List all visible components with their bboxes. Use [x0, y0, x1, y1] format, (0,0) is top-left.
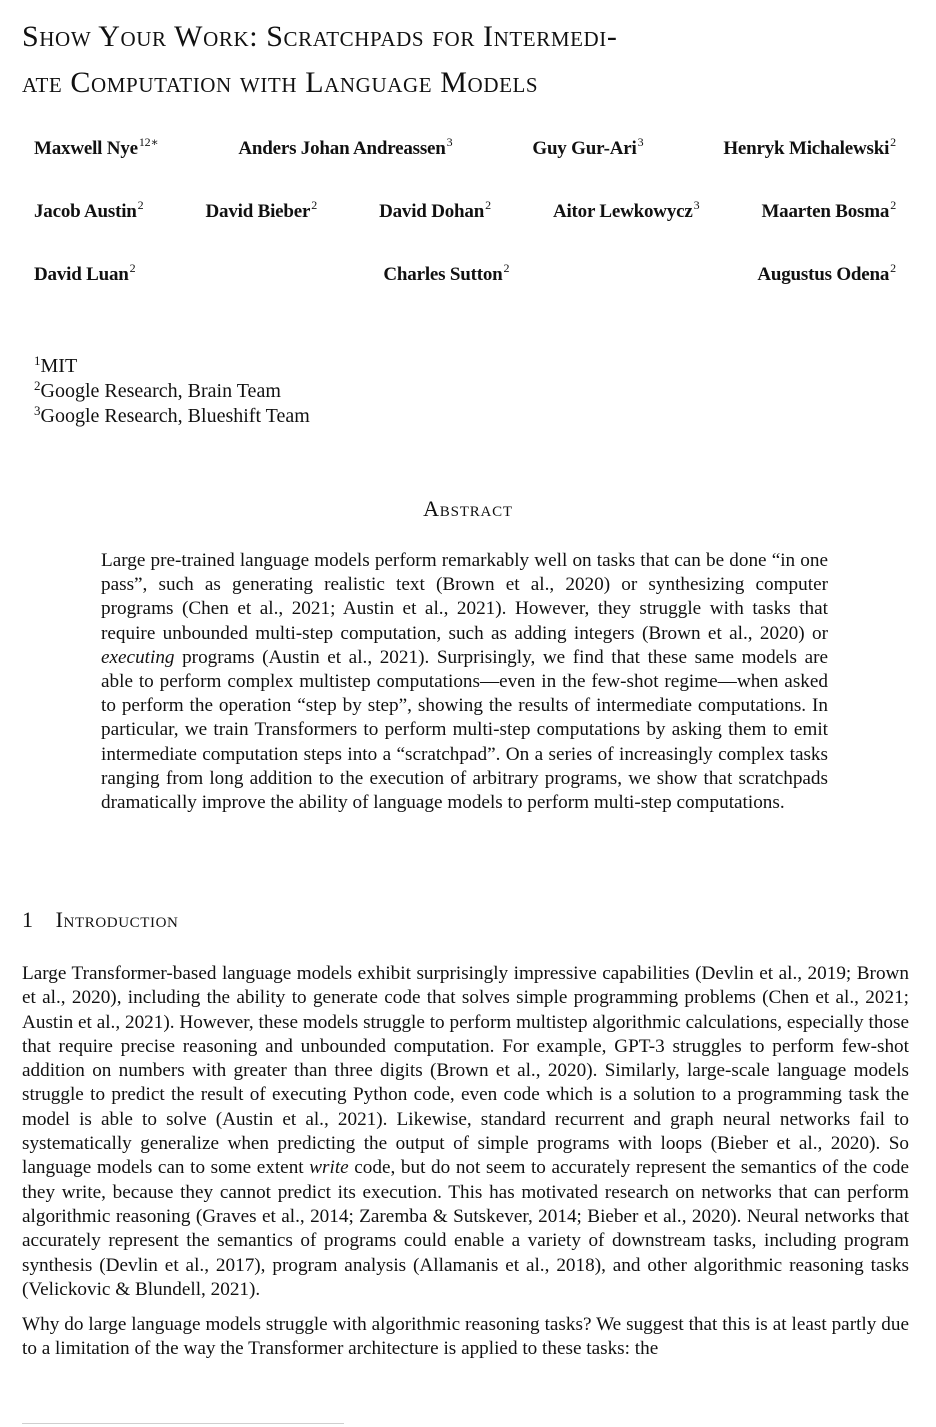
section-heading-introduction: [22, 907, 178, 933]
author-list: [34, 135, 896, 327]
author: Jacob Austin$^2$: [34, 198, 144, 222]
author: Aitor Lewkowycz$^3$: [552, 198, 700, 222]
abstract-heading: Abstract: [423, 496, 513, 521]
author-row-2: [34, 198, 896, 264]
affiliation: $^3$Google Research, Blueshift Team: [34, 403, 310, 427]
author: Henryk Michalewski$^2$: [723, 135, 896, 159]
title-line-1: Show Your Work: Scratchpads for Intermedi-: [22, 20, 618, 53]
author: Anders Johan Andreassen$^3$: [238, 135, 453, 159]
paper-title: [22, 14, 922, 106]
introduction-body: [22, 962, 909, 1373]
footnote-divider: [22, 1423, 344, 1424]
affiliation-list: [34, 354, 310, 429]
section-title: Introduction: [55, 907, 179, 932]
section-number: 1: [22, 907, 34, 932]
author: Maarten Bosma$^2$: [761, 198, 896, 222]
emphasis: write: [309, 1157, 349, 1179]
author: Maxwell Nye$^{12∗}$: [34, 135, 159, 159]
author: David Luan$^2$: [34, 261, 136, 285]
abstract-body: Large pre-trained language models perform remarkably well on tasks that can be done “in one pass”, such as generating realistic text (Brown et al., 2020) or synthesizing computer programs (Chen et al., 2021; Austin et al., 2021). However, they struggle with tasks that require unbounded multi-step computation, such as adding integers (Brown et al., 2020) or executing programs (Austin et al., 2021). Surprisingly, we find that these same models are able to perform complex multistep computations—even in the few-shot regime—when asked to perform the operation “step by step”, showing the results of intermediate computations. In particular, we train Transformers to perform multi-step computations by asking them to emit intermediate computation steps into a “scratchpad”. On a series of increasingly complex tasks ranging from long addition to the execution of arbitrary programs, we show that scratchpads dramatically improve the ability of language models to perform multi-step computations.: [101, 550, 828, 814]
affiliation: $^1$MIT: [34, 353, 78, 377]
author: Guy Gur-Ari$^3$: [532, 135, 644, 159]
paragraph: Large Transformer-based language models exhibit surprisingly impressive capabilities (Devlin et al., 2019; Brown et al., 2020), including the ability to generate code that solves simple programming problems (Chen et al., 2021; Austin et al., 2021). However, these models struggle to perform multistep algorithmic calculations, especially those that require precise reasoning and unbounded computation. For example, GPT-3 struggles to perform few-shot addition on numbers with greater than three digits (Brown et al., 2020). Similarly, large-scale language models struggle to predict the result of executing Python code, even code which is a solution to a programming task the model is able to solve (Austin et al., 2021). Likewise, standard recurrent and graph neural networks fail to systematically generalize when predicting the output of simple programs with loops (Bieber et al., 2020). So language models can to some extent write code, but do not seem to accurately represent the semantics of the code they write, because they cannot predict its execution. This has motivated research on networks that can perform algorithmic reasoning (Graves et al., 2014; Zaremba & Sutskever, 2014; Bieber et al., 2020). Neural networks that accurately represent the semantics of programs could enable a variety of downstream tasks, including program synthesis (Devlin et al., 2017), program analysis (Allamanis et al., 2018), and other algorithmic reasoning tasks (Velickovic & Blundell, 2021).: [22, 963, 909, 1300]
author: David Dohan$^2$: [379, 198, 491, 222]
title-line-2: ate Computation with Language Models: [22, 66, 539, 99]
author-row-3: [34, 261, 896, 327]
paragraph: Why do large language models struggle with algorithmic reasoning tasks? We suggest that this is at least partly due to a limitation of the way the Transformer architecture is applied to these tasks: the: [22, 1314, 909, 1360]
emphasis: executing: [101, 646, 175, 668]
author: David Bieber$^2$: [205, 198, 318, 222]
author-row-1: [34, 135, 896, 201]
author: Charles Sutton$^2$: [383, 261, 510, 285]
affiliation: $^2$Google Research, Brain Team: [34, 378, 281, 402]
author: Augustus Odena$^2$: [757, 261, 896, 285]
